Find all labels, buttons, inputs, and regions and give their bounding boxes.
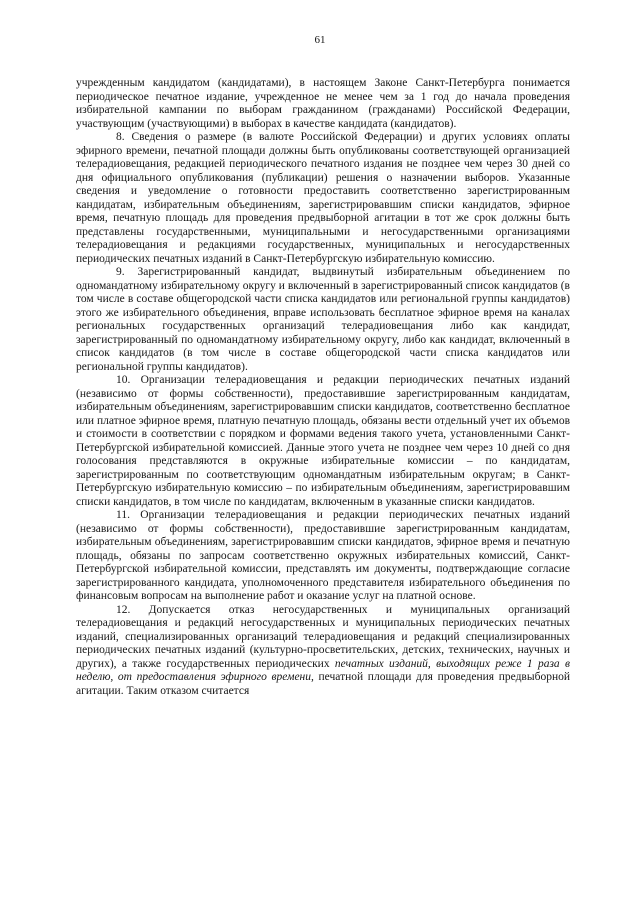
paragraph-text: 10. Организации телерадиовещания и редакции периодических печатных изданий (независимо от формы собственности), предоставившие зарегистрированным кандидатам, избирательным объединениям, зарегистрировавшим списки кандидатов, соответственно бесплатное или платное эфирное время, платную печатную площадь, обязаны вести отдельный учет их объемов и стоимости в соответствии с порядком и формами ведения такого учета, установленными Санкт-Петербургской избирательной комиссией. Данные этого учета не позднее чем через 10 дней со дня голосования представляются в окружные избирательные комиссии – по кандидатам, зарегистрированным по соответствующим одномандатным избирательным округам; в Санкт-Петербургскую избирательную комиссию – по избирательным объединениям, зарегистрировавшим списки кандидатов, в том числе по кандидатам, включенным в указанные списки кандидатов. xyxy=(76,374,570,508)
paragraph-8 xyxy=(76,131,570,266)
paragraph-7-continuation xyxy=(76,77,570,131)
paragraph-10 xyxy=(76,374,570,509)
paragraph-9 xyxy=(76,266,570,374)
paragraph-text: 8. Сведения о размере (в валюте Российской Федерации) и других условиях оплаты эфирного времени, печатной площади должны быть опубликованы соответствующей организацией телерадиовещания, редакцией периодического печатного издания не позднее чем через 30 дней со дня официального опубликования (публикации) решения о назначении выборов. Указанные сведения и уведомление о готовности предоставить соответственно зарегистрированным кандидатам, избирательным объединениям, зарегистрировавшим списки кандидатов, эфирное время, печатную площадь для проведения предвыборной агитации в тот же срок должны быть представлены государственными, муниципальными и негосударственными организациями телерадиовещания и редакциями государственных, муниципальных и негосударственных периодических печатных изданий в Санкт-Петербургскую избирательную комиссию. xyxy=(76,131,570,265)
paragraph-text: 9. Зарегистрированный кандидат, выдвинутый избирательным объединением по одномандатному избирательному округу и включенный в зарегистрированный список кандидатов (в том числе в составе общегородской части списка кандидатов или региональной группы кандидатов) этого же избирательного объединения, вправе использовать бесплатное эфирное время на каналах региональных государственных организаций телерадиовещания либо как кандидат, зарегистрированный по одномандатному избирательному округу, либо как кандидат, включенный в список кандидатов (в том числе в составе общегородской части списка кандидатов или региональной группы кандидатов). xyxy=(76,266,570,373)
paragraph-text: печатной площади для проведения предвыборной агитации. Таким отказом считается xyxy=(76,671,570,697)
paragraph-12 xyxy=(76,604,570,699)
page-number: 61 xyxy=(314,34,326,46)
paragraph-text: 12. Допускается отказ негосударственных и муниципальных организаций телерадиовещания и редакций негосударственных и муниципальных периодических печатных изданий, специализированных организаций телерадиовещания и редакций специализированных периодических печатных изданий (культурно-просветительских, детских, технических, научных и других), а также государственных периодических xyxy=(76,603,570,670)
document-body xyxy=(76,77,570,698)
paragraph-text-italic: печатных изданий, выходящих реже 1 раза в неделю, от предоставления эфирного времени, xyxy=(76,657,570,683)
paragraph-text: учрежденным кандидатом (кандидатами), в настоящем Законе Санкт-Петербурга понимается периодическое печатное издание, учрежденное не менее чем за 1 год до начала проведения избирательной кампании по выборам гражданином (гражданами) Российской Федерации, участвующим (участвующими) в выборах в качестве кандидата (кандидатов). xyxy=(76,77,570,130)
paragraph-text: 11. Организации телерадиовещания и редакции периодических печатных изданий (независимо от формы собственности), предоставившие зарегистрированным кандидатам, избирательным объединениям, зарегистрировавшим списки кандидатов, эфирное время и печатную площадь, обязаны по запросам соответственно окружных избирательных комиссий, Санкт-Петербургской избирательной комиссии, представлять им документы, подтверждающие согласие зарегистрированного кандидата, уполномоченного представителя избирательного объединения по финансовым вопросам на выполнение работ и оказание услуг на платной основе. xyxy=(76,509,570,602)
paragraph-11 xyxy=(76,509,570,604)
